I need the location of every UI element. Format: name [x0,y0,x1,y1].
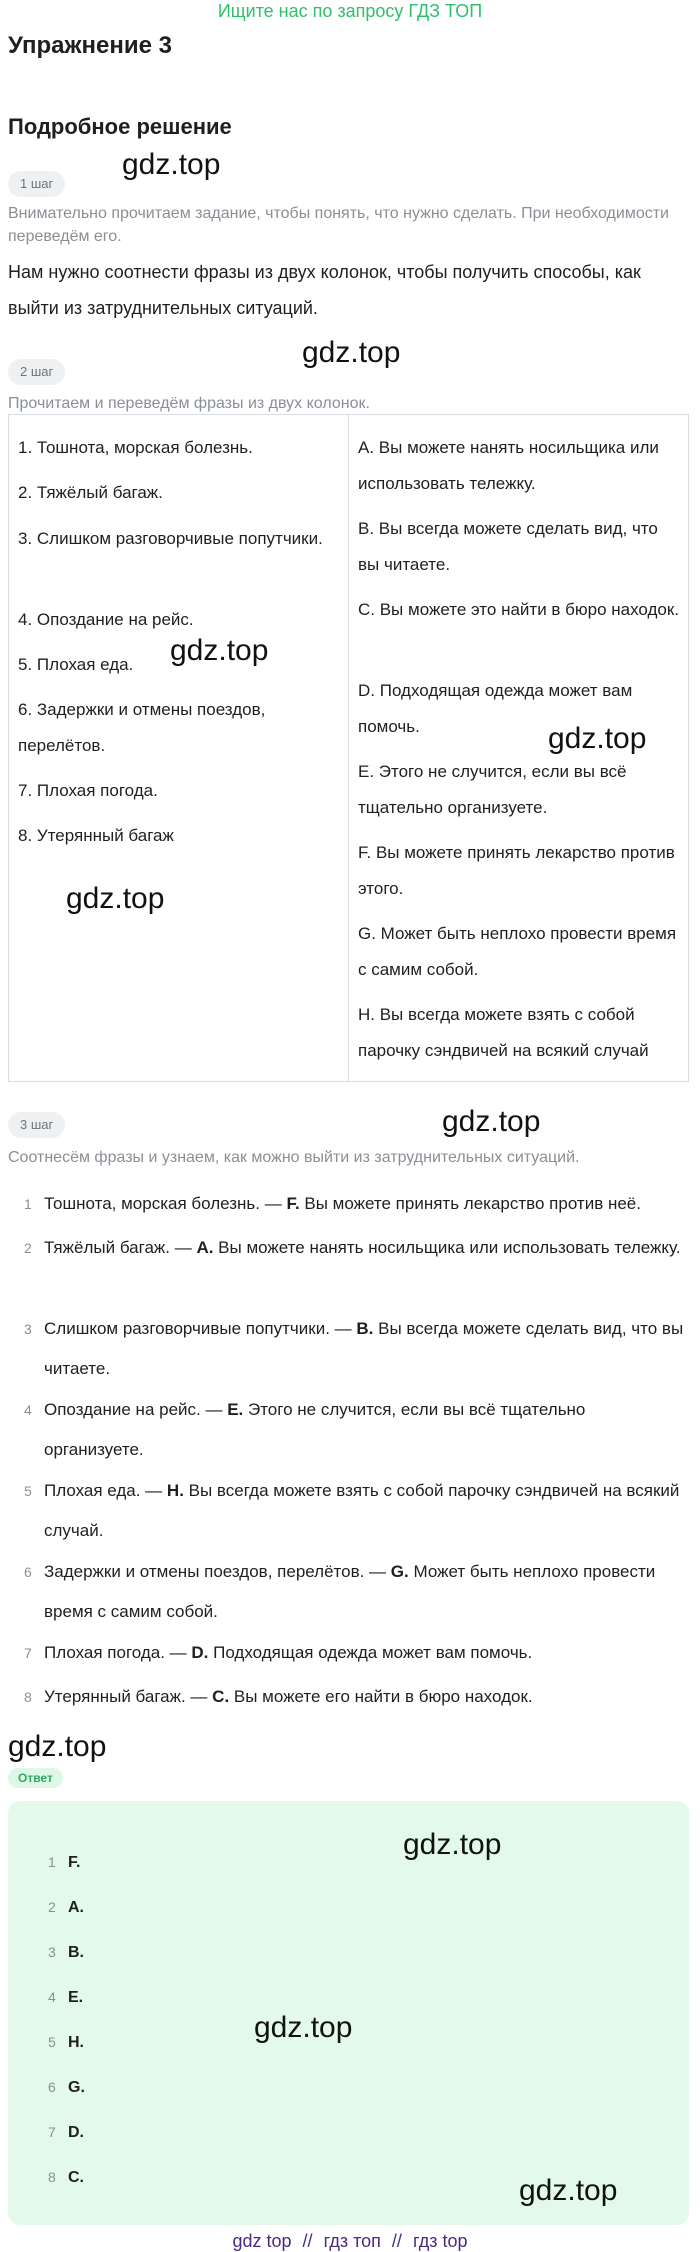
answer-value: G. [68,2079,85,2096]
list-number: 3 [24,1321,32,1337]
answer-number: 2 [48,1899,56,1915]
answer-value: D. [68,2124,84,2141]
watermark: gdz.top [8,1730,107,1763]
phrase-meaning: Подходящая одежда может вам помочь. [208,1643,533,1662]
table-left-cell: 3. Слишком разговорчивые попутчики. [18,529,323,548]
step-1-note: Внимательно прочитаем задание, чтобы понять, что нужно сделать. При необходимости переведём его. [8,205,669,245]
step-2-pill: 2 шаг [8,359,65,385]
table-right-cell: G. Может быть неплохо провести время с самим собой. [358,924,677,979]
phrase: Опоздание на рейс. — [44,1400,228,1419]
table-left-cell: 5. Плохая еда. [18,655,134,674]
watermark: gdz.top [442,1105,541,1138]
watermark: gdz.top [519,2174,618,2207]
answer-number: 8 [48,2169,56,2185]
answer-value: E. [68,1989,84,2006]
answer-letter: C. [212,1687,230,1706]
phrase-meaning: Вы всегда можете сделать вид, что вы читаете. [44,1319,684,1378]
list-number: 6 [24,1564,32,1580]
table-left-cell: 2. Тяжёлый багаж. [18,483,163,502]
answer-number: 1 [48,1854,56,1870]
table-divider [348,414,349,1082]
table-right-cell: C. Вы можете это найти в бюро находок. [358,600,680,619]
list-number: 1 [24,1196,32,1212]
search-banner[interactable]: Ищите нас по запросу ГДЗ ТОП [217,1,483,21]
table-right-cell: A. Вы можете нанять носильщика или использовать тележку. [358,438,659,493]
phrase-meaning: Этого не случится, если вы всё тщательно организуете. [44,1400,586,1459]
watermark: gdz.top [170,634,269,667]
answer-item [48,2122,84,2143]
watermark: gdz.top [548,722,647,755]
table-right-cell: F. Вы можете принять лекарство против этого. [358,843,675,898]
answer-value: B. [68,1944,84,1961]
table-left-cell: 8. Утерянный багаж [18,826,174,845]
footer-separator: // [391,2231,402,2251]
phrase: Слишком разговорчивые попутчики. — [44,1319,357,1338]
step-1-text: Нам нужно соотнести фразы из двух колонок, чтобы получить способы, как выйти из затруднительных ситуаций. [8,262,641,318]
footer-link[interactable]: gdz top [232,2231,292,2251]
answer-number: 3 [48,1944,56,1960]
answer-item [48,1987,83,2008]
list-number: 8 [24,1689,32,1705]
phrase: Утерянный багаж. — [44,1687,213,1706]
phrase-meaning: Вы можете его найти в бюро находок. [229,1687,533,1706]
answer-badge: Ответ [8,1768,63,1788]
footer-link[interactable]: гдз топ [323,2231,381,2251]
list-number: 5 [24,1483,32,1499]
watermark: gdz.top [302,336,401,369]
answer-value: A. [68,1899,84,1916]
table-right-cell: E. Этого не случится, если вы всё тщательно организуете. [358,762,627,817]
phrase: Тошнота, морская болезнь. — [44,1194,287,1213]
list-number: 4 [24,1402,32,1418]
footer-link[interactable]: гдз top [412,2231,468,2251]
footer-separator: // [302,2231,313,2251]
answer-item [48,1852,80,1873]
footer-links [0,2231,700,2252]
table-left-cell: 6. Задержки и отмены поездов, перелётов. [18,700,266,755]
answer-number: 6 [48,2079,56,2095]
answer-item [48,2032,84,2053]
answer-item [48,2167,84,2188]
answer-letter: E. [227,1400,244,1419]
watermark: gdz.top [254,2011,353,2044]
step-1-pill: 1 шаг [8,171,65,197]
step-3-pill: 3 шаг [8,1112,65,1138]
answer-number: 4 [48,1989,56,2005]
answer-letter: G. [390,1562,409,1581]
table-left-cell: 7. Плохая погода. [18,781,158,800]
answer-number: 5 [48,2034,56,2050]
answer-item [48,1942,84,1963]
list-number: 7 [24,1645,32,1661]
answer-letter: F. [286,1194,300,1213]
phrase: Задержки и отмены поездов, перелётов. — [44,1562,391,1581]
step-2-note: Прочитаем и переведём фразы из двух колонок. [8,395,370,412]
answer-value: F. [68,1854,81,1871]
phrase: Плохая еда. — [44,1481,167,1500]
watermark: gdz.top [122,148,221,181]
list-number: 2 [24,1240,32,1256]
watermark: gdz.top [403,1828,502,1861]
answer-number: 7 [48,2124,56,2140]
phrase: Тяжёлый багаж. — [44,1238,197,1257]
answer-value: C. [68,2169,84,2186]
table-left-cell: 1. Тошнота, морская болезнь. [18,438,253,457]
watermark: gdz.top [66,882,165,915]
answer-letter: A. [196,1238,214,1257]
phrase: Плохая погода. — [44,1643,192,1662]
answer-letter: D. [191,1643,209,1662]
table-right-cell: D. Подходящая одежда может вам помочь. [358,681,633,736]
answer-item [48,2077,85,2098]
step-3-note: Соотнесём фразы и узнаем, как можно выйти из затруднительных ситуаций. [8,1149,580,1166]
table-right-cell: B. Вы всегда можете сделать вид, что вы читаете. [358,519,658,574]
section-title: Подробное решение [8,114,232,139]
page-title: Упражнение 3 [8,32,172,59]
answer-letter: B. [356,1319,374,1338]
answer-letter: H. [166,1481,184,1500]
table-right-cell: H. Вы всегда можете взять с собой парочку сэндвичей на всякий случай [358,1005,649,1060]
answer-item [48,1897,84,1918]
phrase-meaning: Вы всегда можете взять с собой парочку сэндвичей на всякий случай. [44,1481,680,1540]
phrase-meaning: Вы можете принять лекарство против неё. [299,1194,641,1213]
phrase-meaning: Вы можете нанять носильщика или использовать тележку. [213,1238,681,1257]
table-left-cell: 4. Опоздание на рейс. [18,610,194,629]
phrase-meaning: Может быть неплохо провести время с самим собой. [44,1562,656,1621]
answer-value: H. [68,2034,84,2051]
